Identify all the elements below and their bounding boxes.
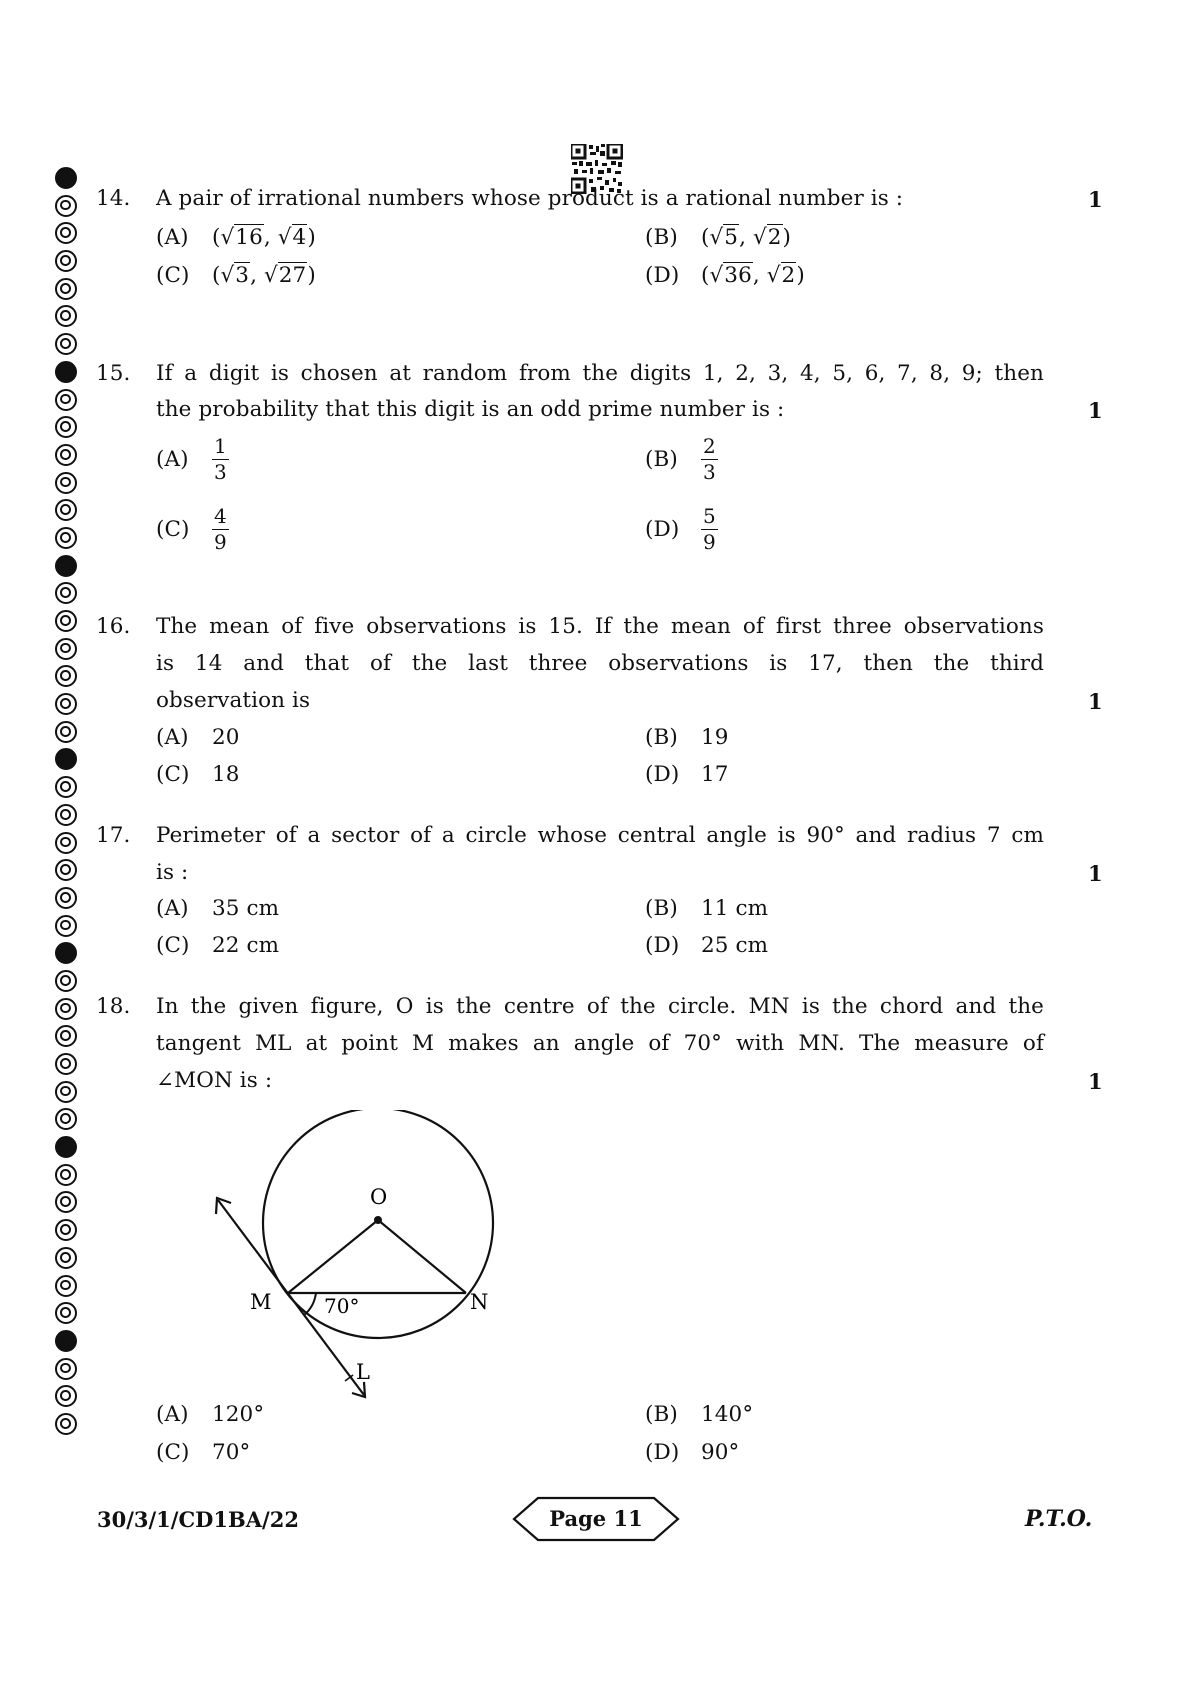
filled-ring-icon	[55, 361, 77, 383]
option-label: (C)	[156, 762, 190, 787]
option-label: (B)	[645, 225, 678, 250]
question-text-line: ∠MON is :	[156, 1068, 273, 1093]
question-text-line: In the given figure, O is the centre of the circle. MN is the chord and the	[156, 994, 1044, 1019]
ring-icon	[55, 1164, 77, 1186]
option-b[interactable]	[645, 225, 791, 250]
question-number: 17.	[96, 823, 131, 848]
option-d[interactable]	[645, 1440, 739, 1465]
option-c[interactable]	[156, 762, 240, 787]
option-label: (B)	[645, 1402, 678, 1427]
margin-registration-rings	[55, 167, 79, 1441]
ring-icon	[55, 416, 77, 438]
question-text-line: observation is	[156, 688, 311, 713]
option-label: (C)	[156, 933, 190, 958]
question-text-line: Perimeter of a sector of a circle whose central angle is 90° and radius 7 cm	[156, 823, 1044, 848]
ring-icon	[55, 1302, 77, 1324]
option-a[interactable]	[156, 1402, 264, 1427]
question-text-line: tangent ML at point M makes an angle of 70° with MN. The measure of	[156, 1031, 1044, 1056]
ring-icon	[55, 389, 77, 411]
option-label: (C)	[156, 1440, 190, 1465]
option-c[interactable]	[156, 1440, 250, 1465]
ring-icon	[55, 1219, 77, 1241]
option-value: 11 cm	[701, 896, 769, 921]
option-b[interactable]	[645, 896, 768, 921]
option-a[interactable]	[156, 896, 279, 921]
ring-icon	[55, 721, 77, 743]
option-label: (A)	[156, 725, 189, 750]
ring-icon	[55, 499, 77, 521]
option-label: (D)	[645, 762, 680, 787]
question-number: 16.	[96, 614, 131, 639]
ring-icon	[55, 527, 77, 549]
circle-tangent-figure	[200, 1110, 520, 1410]
option-label: (B)	[645, 447, 678, 472]
ring-icon	[55, 1053, 77, 1075]
option-label: (A)	[156, 896, 189, 921]
option-b[interactable]	[645, 1402, 753, 1427]
option-b[interactable]	[645, 725, 729, 750]
option-value: 35 cm	[212, 896, 280, 921]
question-text-line: is :	[156, 860, 189, 885]
ring-icon	[55, 333, 77, 355]
ring-icon	[55, 1385, 77, 1407]
ring-icon	[55, 1247, 77, 1269]
ring-icon	[55, 832, 77, 854]
option-value: (√3, √27)	[212, 263, 316, 288]
filled-ring-icon	[55, 167, 77, 189]
ring-icon	[55, 195, 77, 217]
ring-icon	[55, 1108, 77, 1130]
option-label: (D)	[645, 933, 680, 958]
ring-icon	[55, 472, 77, 494]
ring-icon	[55, 1413, 77, 1435]
option-value: (√36, √2)	[701, 263, 805, 288]
filled-ring-icon	[55, 1330, 77, 1352]
filled-ring-icon	[55, 555, 77, 577]
label-angle: 70°	[324, 1294, 360, 1318]
label-m: M	[250, 1290, 272, 1314]
ring-icon	[55, 1191, 77, 1213]
ring-icon	[55, 222, 77, 244]
question-marks: 1	[1088, 689, 1103, 714]
option-value: 70°	[212, 1440, 251, 1465]
question-marks: 1	[1088, 1069, 1103, 1094]
fraction: $\frac{4}{9}$	[214, 504, 227, 554]
paper-code: 30/3/1/CD1BA/22	[97, 1507, 299, 1532]
ring-icon	[55, 278, 77, 300]
option-value: 20	[212, 725, 240, 750]
ring-icon	[55, 1081, 77, 1103]
ring-icon	[55, 776, 77, 798]
label-o: O	[370, 1185, 388, 1209]
option-label: (B)	[645, 725, 678, 750]
question-marks: 1	[1088, 398, 1103, 423]
option-c[interactable]	[156, 933, 279, 958]
ring-icon	[55, 305, 77, 327]
option-label: (D)	[645, 263, 680, 288]
filled-ring-icon	[55, 1136, 77, 1158]
ring-icon	[55, 915, 77, 937]
option-value: 19	[701, 725, 729, 750]
fraction: $\frac{2}{3}$	[703, 434, 716, 484]
option-label: (B)	[645, 896, 678, 921]
page-number-badge	[512, 1496, 680, 1542]
ring-icon	[55, 250, 77, 272]
ring-icon	[55, 665, 77, 687]
question-text: A pair of irrational numbers whose product is a rational number is :	[156, 186, 904, 211]
option-value: (√16, √4)	[212, 225, 316, 250]
question-marks: 1	[1088, 187, 1103, 212]
question-text-line: If a digit is chosen at random from the digits 1, 2, 3, 4, 5, 6, 7, 8, 9; then	[156, 361, 1044, 386]
fraction: $\frac{5}{9}$	[703, 504, 716, 554]
option-label: (A)	[156, 447, 189, 472]
option-label: (A)	[156, 225, 189, 250]
ring-icon	[55, 582, 77, 604]
option-label: (D)	[645, 517, 680, 542]
question-text-line: is 14 and that of the last three observations is 17, then the third	[156, 651, 1044, 676]
ring-icon	[55, 638, 77, 660]
filled-ring-icon	[55, 942, 77, 964]
page-number: Page 11	[549, 1506, 643, 1531]
question-number: 18.	[96, 994, 131, 1019]
option-value: (√5, √2)	[701, 225, 792, 250]
option-value: 22 cm	[212, 933, 280, 958]
label-l: L	[356, 1360, 370, 1384]
option-value: 17	[701, 762, 729, 787]
please-turn-over: P.T.O.	[1025, 1506, 1093, 1532]
ring-icon	[55, 804, 77, 826]
ring-icon	[55, 970, 77, 992]
option-value: 90°	[701, 1440, 740, 1465]
option-value: 18	[212, 762, 240, 787]
label-n: N	[470, 1290, 489, 1314]
ring-icon	[55, 1025, 77, 1047]
option-value: 140°	[701, 1402, 754, 1427]
option-d[interactable]	[645, 762, 729, 787]
ring-icon	[55, 998, 77, 1020]
ring-icon	[55, 859, 77, 881]
ring-icon	[55, 610, 77, 632]
option-a[interactable]	[156, 436, 229, 483]
option-label: (D)	[645, 1440, 680, 1465]
ring-icon	[55, 887, 77, 909]
question-marks: 1	[1088, 861, 1103, 886]
question-number: 14.	[96, 186, 131, 211]
ring-icon	[55, 693, 77, 715]
option-d[interactable]	[645, 933, 768, 958]
question-text-line: the probability that this digit is an odd prime number is :	[156, 397, 785, 422]
option-label: (A)	[156, 1402, 189, 1427]
ring-icon	[55, 1275, 77, 1297]
option-b[interactable]	[645, 436, 718, 483]
option-label: (C)	[156, 263, 190, 288]
option-value: 120°	[212, 1402, 265, 1427]
question-number: 15.	[96, 361, 131, 386]
option-d[interactable]	[645, 263, 805, 288]
option-c[interactable]	[156, 263, 316, 288]
option-d[interactable]	[645, 506, 718, 553]
option-label: (C)	[156, 517, 190, 542]
option-c[interactable]	[156, 506, 229, 553]
ring-icon	[55, 444, 77, 466]
ring-icon	[55, 1358, 77, 1380]
question-text-line: The mean of five observations is 15. If the mean of first three observations	[156, 614, 1044, 639]
filled-ring-icon	[55, 748, 77, 770]
option-a[interactable]	[156, 725, 240, 750]
fraction: $\frac{1}{3}$	[214, 434, 227, 484]
option-value: 25 cm	[701, 933, 769, 958]
option-a[interactable]	[156, 225, 316, 250]
